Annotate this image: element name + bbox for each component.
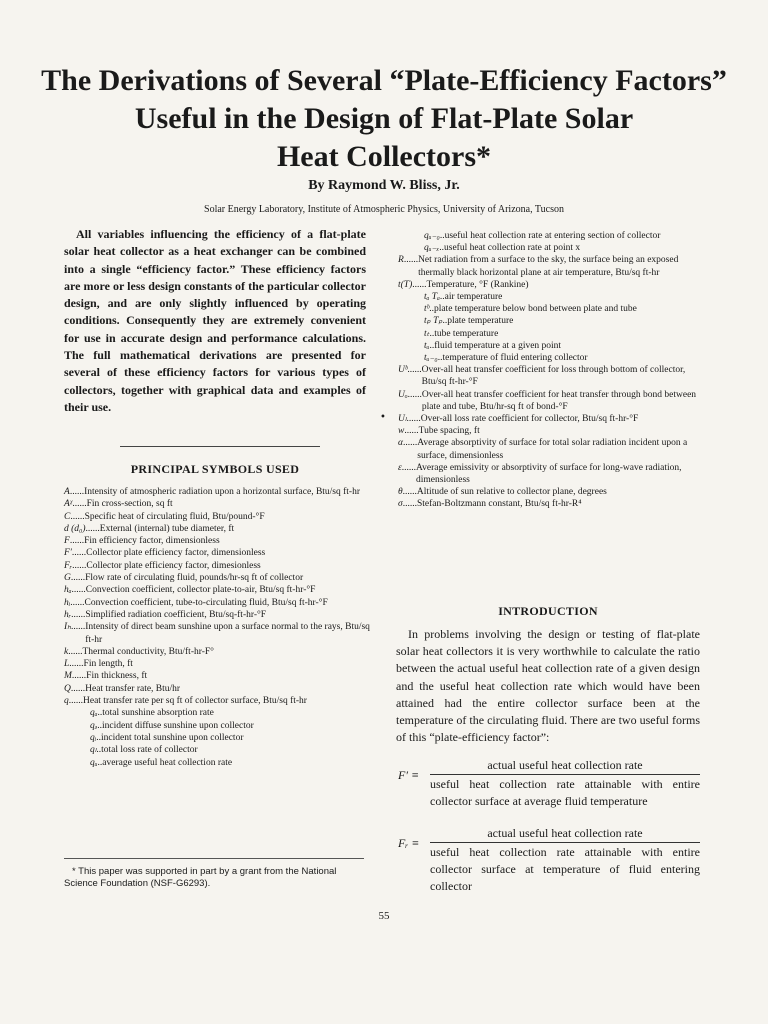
symbol-entry bbox=[398, 425, 700, 437]
symbol-key: Fᵣ bbox=[64, 560, 73, 571]
leader-dots: .. bbox=[442, 316, 448, 327]
leader-dots: ...... bbox=[403, 255, 419, 266]
leader-dots: .. bbox=[439, 243, 444, 254]
symbol-key: w bbox=[398, 426, 405, 437]
symbol-key: qᵤ₋₀ bbox=[424, 231, 440, 241]
symbol-definition: plate temperature bbox=[447, 316, 514, 327]
footnote: * This paper was supported in part by a grant from the National Science Foundation (NSF-G6293). bbox=[64, 866, 337, 889]
symbol-key: Q bbox=[64, 683, 71, 694]
symbol-entry bbox=[398, 352, 700, 364]
symbol-key: tᵇ bbox=[424, 304, 430, 315]
symbol-definition: Net radiation from a surface to the sky, the surface being an exposed thermally black horizontal plane at air temperature, Btu/sq ft-hr bbox=[418, 255, 679, 278]
symbol-key: Iₕ bbox=[64, 622, 72, 633]
symbol-key: ε bbox=[398, 462, 402, 473]
equation-numerator: actual useful heat collection rate bbox=[487, 758, 643, 772]
intro-heading: INTRODUCTION bbox=[498, 604, 598, 618]
symbol-entry bbox=[398, 462, 700, 486]
symbol-key: tₐ Tₐ bbox=[424, 292, 440, 303]
symbol-definition: Fin thickness, ft bbox=[86, 671, 148, 682]
leader-dots: .. bbox=[439, 292, 445, 303]
leader-dots: ...... bbox=[407, 365, 422, 376]
symbol-entry bbox=[64, 732, 370, 744]
leader-dots: .. bbox=[96, 745, 102, 756]
leader-dots: .. bbox=[97, 720, 102, 731]
equation-lhs: Fᵣ ≡ bbox=[398, 836, 420, 850]
symbol-entry bbox=[398, 279, 700, 291]
leader-dots: .. bbox=[429, 304, 434, 315]
margin-dot: • bbox=[380, 412, 386, 423]
page-number: 55 bbox=[378, 910, 390, 922]
symbol-entry bbox=[64, 695, 370, 707]
symbol-definition: Over-all loss rate coefficient for collector, Btu/sq ft-hr-°F bbox=[420, 414, 639, 425]
equation-denominator: useful heat collection rate attainable with entire collector surface at temperature of fluid entering collector bbox=[430, 845, 700, 893]
symbol-definition: Fin length, ft bbox=[83, 659, 133, 670]
symbol-entry bbox=[398, 230, 700, 242]
symbol-definition: Convection coefficient, collector plate-to-air, Btu/sq ft-hr-°F bbox=[85, 585, 316, 596]
symbol-key: L bbox=[64, 659, 70, 670]
symbol-key: M bbox=[64, 671, 72, 682]
leader-dots: ...... bbox=[412, 279, 427, 290]
symbol-key: R bbox=[398, 255, 404, 266]
equation-numerator: actual useful heat collection rate bbox=[487, 826, 643, 840]
symbol-entry bbox=[398, 303, 700, 315]
symbol-key: tᵤ bbox=[424, 340, 430, 351]
symbol-definition: Average emissivity or absorptivity of surface for long-wave radiation, dimensionless bbox=[416, 462, 682, 486]
symbol-entry bbox=[64, 646, 370, 658]
symbol-key: qᵢ bbox=[90, 732, 97, 743]
symbol-entry bbox=[64, 584, 370, 596]
symbol-key: F′ bbox=[64, 548, 72, 559]
symbol-definition: total loss rate of collector bbox=[101, 745, 198, 756]
symbol-definition: Temperature, °F (Rankine) bbox=[426, 279, 529, 290]
symbol-entry bbox=[64, 609, 370, 621]
fraction-bar bbox=[430, 842, 700, 843]
symbol-definition: Fin efficiency factor, dimensionless bbox=[84, 536, 220, 547]
leader-dots: ...... bbox=[401, 462, 416, 473]
symbol-definition: Convection coefficient, tube-to-circulating fluid, Btu/sq ft-hr-°F bbox=[84, 597, 328, 608]
leader-dots: ...... bbox=[403, 438, 418, 449]
symbol-entry bbox=[398, 437, 700, 461]
symbol-definition: Collector plate efficiency factor, dimensionless bbox=[86, 548, 266, 559]
symbol-entry bbox=[64, 670, 370, 682]
leader-dots: ...... bbox=[404, 426, 419, 437]
symbol-entry bbox=[398, 315, 700, 327]
symbol-key: A bbox=[64, 487, 70, 497]
symbol-key: hᵢ bbox=[64, 597, 71, 608]
symbol-definition: tube temperature bbox=[434, 328, 499, 339]
symbol-key: Uₗ bbox=[398, 414, 407, 425]
symbol-key: t(T) bbox=[398, 279, 413, 290]
equation-f-prime bbox=[396, 758, 700, 824]
symbol-entry bbox=[64, 535, 370, 547]
title-line: Useful in the Design of Flat-Plate Solar bbox=[134, 102, 634, 135]
symbol-definition: useful heat collection rate at point x bbox=[444, 243, 581, 254]
symbol-entry bbox=[64, 572, 370, 584]
leader-dots: ...... bbox=[85, 523, 100, 534]
symbol-definition: average useful heat collection rate bbox=[102, 757, 233, 768]
title-line: The Derivations of Several “Plate-Efficiency Factors” bbox=[41, 64, 727, 97]
symbol-definition: plate temperature below bond between plate and tube bbox=[433, 304, 637, 315]
equation-denominator: useful heat collection rate attainable with entire collector surface at average fluid temperature bbox=[430, 777, 700, 808]
symbol-entry bbox=[398, 254, 700, 278]
author-line: By Raymond W. Bliss, Jr. bbox=[308, 178, 460, 193]
symbol-definition: incident total sunshine upon collector bbox=[101, 732, 244, 743]
symbol-key: α bbox=[398, 438, 403, 449]
symbol-definition: Average absorptivity of surface for total solar radiation incident upon a surface, dimensionless bbox=[417, 438, 688, 461]
symbol-entry bbox=[64, 498, 370, 510]
fraction-bar bbox=[430, 774, 700, 775]
symbol-definition: Flow rate of circulating fluid, pounds/hr-sq ft of collector bbox=[85, 573, 304, 584]
symbol-definition: Thermal conductivity, Btu/ft-hr-F° bbox=[82, 646, 214, 657]
leader-dots: .. bbox=[97, 757, 103, 768]
symbol-definition: incident diffuse sunshine upon collector bbox=[102, 720, 254, 731]
symbol-key: F bbox=[64, 536, 70, 547]
symbol-definition: Tube spacing, ft bbox=[418, 426, 480, 437]
symbol-definition: temperature of fluid entering collector bbox=[442, 353, 588, 364]
leader-dots: ...... bbox=[402, 499, 417, 510]
leader-dots: ...... bbox=[69, 659, 84, 670]
symbol-definition: Heat transfer rate, Btu/hr bbox=[85, 683, 181, 694]
symbol-key: d (d₀) bbox=[64, 523, 86, 534]
equation-lhs: F′ ≡ bbox=[398, 768, 420, 782]
symbol-entry bbox=[64, 547, 370, 559]
symbol-key: hₐ bbox=[64, 585, 72, 596]
leader-dots: .. bbox=[429, 328, 435, 339]
symbol-entry bbox=[398, 364, 700, 388]
symbol-definition: Fin cross-section, sq ft bbox=[86, 499, 173, 510]
symbol-key: Aᵡ bbox=[64, 499, 73, 510]
symbol-entry bbox=[64, 597, 370, 609]
symbol-key: θ bbox=[398, 487, 403, 498]
symbol-key: G bbox=[64, 573, 71, 584]
abstract: All variables influencing the efficiency of a flat-plate solar heat collector as a heat exchanger can be combined into a single “efficiency factor.” These efficiency factors are more or less design constants of the particular collector design, and are only slightly influenced by operating conditions. Consequently they are extremely convenient for use in accurate design and performance calculations. The full mathematical derivations are presented for several of these efficiency factors for various types of collectors, together with graphical data and examples of their use. bbox=[64, 227, 366, 414]
symbol-entry bbox=[398, 328, 700, 340]
symbol-key: tₚ Tₚ bbox=[424, 316, 443, 327]
symbol-entry bbox=[64, 707, 370, 719]
leader-dots: ...... bbox=[69, 536, 85, 547]
symbol-entry bbox=[64, 720, 370, 732]
symbols-list-right bbox=[398, 230, 700, 511]
symbol-definition: Specific heat of circulating fluid, Btu/pound-°F bbox=[84, 511, 265, 522]
leader-dots: .. bbox=[439, 231, 445, 241]
leader-dots: ...... bbox=[402, 487, 417, 498]
symbol-definition: Intensity of direct beam sunshine upon a surface normal to the rays, Btu/sq ft-hr bbox=[85, 622, 370, 645]
leader-dots: ...... bbox=[70, 683, 86, 694]
symbol-key: k bbox=[64, 646, 69, 657]
symbol-entry bbox=[398, 291, 700, 303]
leader-dots: ...... bbox=[71, 622, 86, 633]
symbol-entry bbox=[398, 498, 700, 510]
symbol-entry bbox=[64, 523, 370, 535]
leader-dots: ...... bbox=[71, 548, 87, 559]
leader-dots: ...... bbox=[69, 487, 85, 497]
title-line: Heat Collectors* bbox=[276, 140, 492, 173]
affiliation-line: Solar Energy Laboratory, Institute of Atmospheric Physics, University of Arizona, Tucson bbox=[204, 204, 564, 215]
symbol-key: Uᵇ bbox=[398, 365, 408, 376]
symbol-definition: fluid temperature at a given point bbox=[434, 340, 562, 351]
symbol-definition: Collector plate efficiency factor, dimesionless bbox=[86, 560, 261, 571]
leader-dots: ...... bbox=[71, 671, 87, 682]
leader-dots: ...... bbox=[68, 696, 83, 707]
symbol-definition: Simplified radiation coefficient, Btu/sq-ft-hr-°F bbox=[85, 609, 267, 620]
symbol-entry bbox=[398, 486, 700, 498]
symbol-key: qₐ bbox=[90, 708, 98, 719]
symbol-entry bbox=[64, 486, 370, 498]
leader-dots: .. bbox=[429, 340, 435, 351]
leader-dots: ...... bbox=[71, 585, 86, 596]
leader-dots: ...... bbox=[71, 609, 86, 620]
footnote-divider bbox=[64, 858, 364, 859]
symbol-entry bbox=[64, 744, 370, 756]
symbol-entry bbox=[64, 757, 370, 769]
symbols-list-left bbox=[64, 486, 370, 769]
symbol-key: qₗ bbox=[90, 745, 97, 756]
leader-dots: ...... bbox=[72, 560, 87, 571]
equation-f-r bbox=[396, 826, 700, 892]
symbol-definition: air temperature bbox=[444, 292, 503, 303]
leader-dots: ...... bbox=[70, 511, 85, 522]
symbol-key: Uₒ bbox=[398, 389, 408, 400]
leader-dots: ...... bbox=[406, 414, 421, 425]
symbol-key: C bbox=[64, 511, 71, 522]
symbol-entry bbox=[398, 413, 700, 425]
paper-title bbox=[40, 62, 728, 176]
leader-dots: ...... bbox=[70, 597, 85, 608]
symbol-key: hᵣ bbox=[64, 609, 72, 620]
symbol-definition: Over-all heat transfer coefficient for heat transfer through bond between plate and tube, Btu/hr-sq ft of bond-°F bbox=[421, 389, 697, 412]
symbol-key: σ bbox=[398, 499, 403, 510]
section-divider bbox=[120, 446, 320, 447]
symbol-definition: Over-all heat transfer coefficient for loss through bottom of collector, Btu/sq ft-hr-°F bbox=[421, 365, 686, 388]
symbol-entry bbox=[398, 389, 700, 413]
symbol-entry bbox=[64, 511, 370, 523]
symbol-key: q bbox=[64, 696, 69, 707]
symbol-key: tₜ bbox=[424, 328, 430, 339]
symbol-definition: useful heat collection rate at entering section of collector bbox=[444, 231, 661, 241]
symbol-entry bbox=[398, 242, 700, 254]
intro-paragraph: In problems involving the design or testing of flat-plate solar heat collectors it is very worthwhile to calculate the ratio between the actual useful heat collection rate of a given design and the useful heat collection rate which would have been attained had the entire collector surface been at the temperature of the circulating fluid. There are two useful forms of this “plate-efficiency factor”: bbox=[396, 627, 700, 745]
symbol-definition: Altitude of sun relative to collector plane, degrees bbox=[416, 487, 607, 498]
symbols-heading: PRINCIPAL SYMBOLS USED bbox=[130, 462, 300, 476]
symbol-entry bbox=[398, 340, 700, 352]
symbol-definition: total sunshine absorption rate bbox=[102, 708, 214, 719]
symbol-key: qᵤ bbox=[90, 757, 98, 768]
symbol-key: tᵤ₋₀ bbox=[424, 353, 438, 364]
symbol-entry bbox=[64, 658, 370, 670]
leader-dots: ...... bbox=[70, 573, 86, 584]
symbol-definition: Stefan-Boltzmann constant, Btu/sq ft-hr-R⁴ bbox=[416, 499, 582, 510]
symbol-entry bbox=[64, 683, 370, 695]
leader-dots: ...... bbox=[72, 499, 87, 510]
symbol-definition: Intensity of atmospheric radiation upon a horizontal surface, Btu/sq ft-hr bbox=[84, 487, 361, 497]
symbol-entry bbox=[64, 621, 370, 646]
symbol-key: qₔ bbox=[90, 720, 98, 731]
leader-dots: .. bbox=[96, 732, 102, 743]
leader-dots: .. bbox=[437, 353, 443, 364]
symbol-entry bbox=[64, 560, 370, 572]
leader-dots: ...... bbox=[68, 646, 83, 657]
leader-dots: ...... bbox=[407, 389, 422, 400]
symbol-key: qᵤ₋ₓ bbox=[424, 243, 440, 254]
symbol-definition: Heat transfer rate per sq ft of collector surface, Btu/sq ft-hr bbox=[83, 696, 307, 707]
leader-dots: .. bbox=[97, 708, 103, 719]
symbol-definition: External (internal) tube diameter, ft bbox=[99, 523, 235, 534]
